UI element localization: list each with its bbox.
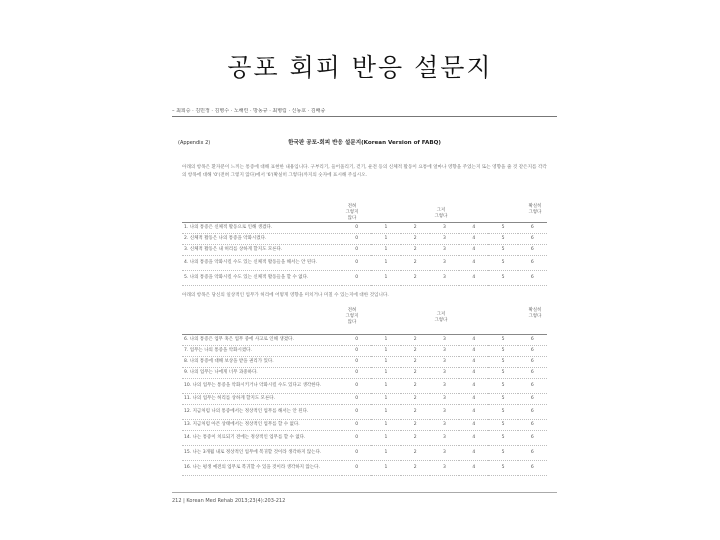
item-text: 1. 나의 통증은 신체적 활동으로 인해 생겼다. (182, 223, 342, 234)
scale-option[interactable]: 5 (488, 379, 517, 394)
questionnaire-row (182, 234, 547, 245)
item-text: 14. 나는 통증이 치료되기 전에는 정상적인 업무를 할 수 없다. (182, 431, 342, 446)
scale-option[interactable]: 6 (518, 394, 547, 405)
item-text: 11. 나의 업무는 허리를 상하게 할지도 모른다. (182, 394, 342, 405)
header-rule (172, 116, 557, 117)
scale-option[interactable]: 0 (342, 420, 371, 431)
scale-option[interactable]: 2 (401, 420, 430, 431)
scale-option[interactable]: 3 (430, 431, 459, 446)
scale-option[interactable]: 5 (488, 405, 517, 420)
scale-option[interactable]: 4 (459, 461, 488, 476)
scale-option[interactable]: 2 (401, 357, 430, 368)
section2-instructions: 아래의 항목은 당신의 일상적인 업무가 허리에 어떻게 영향을 미치거나 미칠 수 있는지에 대한 것입니다. (182, 293, 389, 298)
section2-items-table (182, 334, 547, 476)
scale-option[interactable]: 1 (371, 420, 400, 431)
scale-option[interactable]: 3 (430, 223, 459, 234)
scale-option[interactable]: 0 (342, 223, 371, 234)
scale-option[interactable]: 3 (430, 271, 459, 286)
questionnaire-row (182, 405, 547, 420)
scale-option[interactable]: 2 (401, 234, 430, 245)
scale-option[interactable]: 4 (459, 368, 488, 379)
scale-option[interactable]: 3 (430, 335, 459, 346)
author-line: – 최희승 · 김민정 · 김병수 · 노해린 · 방동규 · 최병림 · 신동호 · 김배중 (172, 108, 326, 114)
scale-option[interactable]: 2 (401, 431, 430, 446)
scale-option[interactable]: 6 (518, 245, 547, 256)
scale-option[interactable]: 3 (430, 420, 459, 431)
scale-option[interactable]: 2 (401, 271, 430, 286)
scale-option[interactable]: 1 (371, 335, 400, 346)
scale-option[interactable]: 3 (430, 405, 459, 420)
questionnaire-row (182, 223, 547, 234)
scale-option[interactable]: 4 (459, 431, 488, 446)
scale-option[interactable]: 3 (430, 394, 459, 405)
scale-option[interactable]: 6 (518, 461, 547, 476)
scale-option[interactable]: 2 (401, 461, 430, 476)
scale-option[interactable]: 3 (430, 256, 459, 271)
questionnaire-row (182, 335, 547, 346)
scale-option[interactable]: 1 (371, 271, 400, 286)
scale-option[interactable]: 6 (518, 405, 547, 420)
scale-option[interactable]: 3 (430, 346, 459, 357)
questionnaire-row (182, 461, 547, 476)
scale-option[interactable]: 1 (371, 223, 400, 234)
scale-option[interactable]: 0 (342, 245, 371, 256)
scale-label-mid: 그저 그렇다 (434, 208, 448, 219)
scale-option[interactable]: 0 (342, 357, 371, 368)
scale-option[interactable]: 0 (342, 368, 371, 379)
document-title: 한국판 공포-회피 반응 설문지(Korean Version of FABQ) (288, 140, 441, 146)
scale-option[interactable]: 1 (371, 346, 400, 357)
scale-option[interactable]: 4 (459, 271, 488, 286)
scale-option[interactable]: 4 (459, 245, 488, 256)
scale-option[interactable]: 2 (401, 223, 430, 234)
scale-option[interactable]: 3 (430, 461, 459, 476)
scale-option[interactable]: 0 (342, 446, 371, 461)
scale-label-mid-2: 그저 그렇다 (434, 312, 448, 323)
scale-option[interactable]: 6 (518, 256, 547, 271)
scale-option[interactable]: 1 (371, 446, 400, 461)
scale-option[interactable]: 4 (459, 357, 488, 368)
scale-option[interactable]: 2 (401, 346, 430, 357)
item-text: 15. 나는 3개월 내로 정상적인 업무에 복귀할 것이라 생각하지 않는다. (182, 446, 342, 461)
item-text: 3. 신체적 활동은 내 허리를 상하게 할지도 모른다. (182, 245, 342, 256)
scale-option[interactable]: 2 (401, 405, 430, 420)
item-text: 16. 나는 평생 예전의 업무로 복귀할 수 있을 것이라 생각하지 않는다. (182, 461, 342, 476)
scale-option[interactable]: 2 (401, 446, 430, 461)
scale-option[interactable]: 5 (488, 256, 517, 271)
scale-option[interactable]: 1 (371, 405, 400, 420)
item-text: 6. 나의 통증은 업무 혹은 업무 중에 사고로 인해 생겼다. (182, 335, 342, 346)
footer-rule (172, 492, 557, 493)
scale-option[interactable]: 1 (371, 461, 400, 476)
scale-option[interactable]: 2 (401, 256, 430, 271)
item-text: 12. 지금처럼 나의 통증에서는 정상적인 업무를 해서는 안 된다. (182, 405, 342, 420)
scale-option[interactable]: 6 (518, 368, 547, 379)
scale-option[interactable]: 1 (371, 368, 400, 379)
item-text: 9. 나의 업무는 나에게 너무 과중하다. (182, 368, 342, 379)
item-text: 4. 나의 통증을 악화시킬 수도 있는 신체적 활동들을 해서는 안 된다. (182, 256, 342, 271)
scale-option[interactable]: 1 (371, 256, 400, 271)
scale-option[interactable]: 2 (401, 379, 430, 394)
questionnaire-row (182, 245, 547, 256)
scale-option[interactable]: 6 (518, 271, 547, 286)
scale-option[interactable]: 6 (518, 346, 547, 357)
scale-option[interactable]: 5 (488, 223, 517, 234)
scale-option[interactable]: 4 (459, 335, 488, 346)
questionnaire-row (182, 394, 547, 405)
footer-citation: 212 | Korean Med Rehab 2013;23(4):203-212 (172, 498, 286, 504)
scale-option[interactable]: 3 (430, 368, 459, 379)
appendix-label: (Appendix 2) (178, 140, 211, 146)
questionnaire-row (182, 379, 547, 394)
scale-option[interactable]: 3 (430, 357, 459, 368)
item-text: 13. 지금처럼 아픈 상태에서는 정상적인 업무를 할 수 없다. (182, 420, 342, 431)
scale-option[interactable]: 3 (430, 446, 459, 461)
scale-option[interactable]: 6 (518, 431, 547, 446)
questionnaire-row (182, 368, 547, 379)
scale-option[interactable]: 5 (488, 234, 517, 245)
scale-option[interactable]: 6 (518, 223, 547, 234)
scale-option[interactable]: 5 (488, 357, 517, 368)
scale-option[interactable]: 0 (342, 346, 371, 357)
scale-option[interactable]: 4 (459, 256, 488, 271)
scale-option[interactable]: 4 (459, 223, 488, 234)
scale-option[interactable]: 0 (342, 394, 371, 405)
scale-option[interactable]: 5 (488, 368, 517, 379)
scale-option[interactable]: 1 (371, 431, 400, 446)
scale-option[interactable]: 0 (342, 461, 371, 476)
scale-option[interactable]: 4 (459, 405, 488, 420)
item-text: 5. 나의 통증을 악화시킬 수도 있는 신체적 활동들을 할 수 없다. (182, 271, 342, 286)
questionnaire-row (182, 256, 547, 271)
item-text: 7. 업무는 나의 통증을 악화시켰다. (182, 346, 342, 357)
scale-option[interactable]: 1 (371, 379, 400, 394)
instructions-paragraph: 아래의 항목은 환자분이 느끼는 통증에 대해 표현한 내용입니다. 구부리기, 들어올리기, 걷기, 운전 등의 신체적 활동이 요통에 얼마나 영향을 주었는지 또는 영향을 줄 것 같은지를 각각의 항목에 대해 '0'(전혀 그렇지 않다)에서 '6'(확실히 그렇다)까지의 숫자에 표시해 주십시오. (182, 165, 547, 178)
scale-option[interactable]: 2 (401, 335, 430, 346)
questionnaire-row (182, 446, 547, 461)
scale-option[interactable]: 3 (430, 245, 459, 256)
scale-option[interactable]: 0 (342, 271, 371, 286)
scale-option[interactable]: 4 (459, 420, 488, 431)
scale-option[interactable]: 6 (518, 446, 547, 461)
scale-option[interactable]: 6 (518, 357, 547, 368)
scale-option[interactable]: 5 (488, 394, 517, 405)
scale-option[interactable]: 0 (342, 335, 371, 346)
scale-option[interactable]: 2 (401, 394, 430, 405)
scale-option[interactable]: 6 (518, 420, 547, 431)
item-text: 2. 신체적 활동은 나의 통증을 악화시켰다. (182, 234, 342, 245)
scale-option[interactable]: 1 (371, 394, 400, 405)
scale-label-high-2: 확실히 그렇다 (528, 308, 542, 319)
questionnaire-row (182, 357, 547, 368)
scale-option[interactable]: 4 (459, 446, 488, 461)
scale-option[interactable]: 5 (488, 245, 517, 256)
scale-option[interactable]: 1 (371, 357, 400, 368)
scale-option[interactable]: 2 (401, 368, 430, 379)
scale-option[interactable]: 0 (342, 405, 371, 420)
scale-label-low-2: 전혀 그렇지 않다 (345, 308, 359, 325)
scale-option[interactable]: 5 (488, 271, 517, 286)
scale-option[interactable]: 0 (342, 379, 371, 394)
scale-option[interactable]: 0 (342, 431, 371, 446)
slide-title: 공포 회피 반응 설문지 (227, 53, 493, 82)
scale-option[interactable]: 4 (459, 346, 488, 357)
scale-option[interactable]: 6 (518, 379, 547, 394)
scale-option[interactable]: 6 (518, 234, 547, 245)
scale-option[interactable]: 3 (430, 379, 459, 394)
questionnaire-row (182, 420, 547, 431)
questionnaire-row (182, 271, 547, 286)
scale-option[interactable]: 1 (371, 245, 400, 256)
questionnaire-row (182, 346, 547, 357)
scale-label-high: 확실히 그렇다 (528, 204, 542, 215)
scale-label-low: 전혀 그렇지 않다 (345, 204, 359, 221)
scale-option[interactable]: 5 (488, 446, 517, 461)
scale-option[interactable]: 5 (488, 335, 517, 346)
scale-option[interactable]: 5 (488, 346, 517, 357)
scale-option[interactable]: 0 (342, 234, 371, 245)
scale-option[interactable]: 4 (459, 379, 488, 394)
document-scan (172, 108, 557, 513)
scale-option[interactable]: 3 (430, 234, 459, 245)
questionnaire-row (182, 431, 547, 446)
scale-option[interactable]: 2 (401, 245, 430, 256)
section1-items-table (182, 222, 547, 286)
scale-option[interactable]: 0 (342, 256, 371, 271)
scale-option[interactable]: 5 (488, 431, 517, 446)
item-text: 10. 나의 업무는 통증을 악화시키거나 악화시킬 수도 있다고 생각한다. (182, 379, 342, 394)
scale-option[interactable]: 6 (518, 335, 547, 346)
scale-option[interactable]: 1 (371, 234, 400, 245)
scale-option[interactable]: 4 (459, 234, 488, 245)
item-text: 8. 나의 통증에 대해 보상을 받을 권리가 있다. (182, 357, 342, 368)
scale-option[interactable]: 5 (488, 420, 517, 431)
scale-option[interactable]: 4 (459, 394, 488, 405)
scale-option[interactable]: 5 (488, 461, 517, 476)
